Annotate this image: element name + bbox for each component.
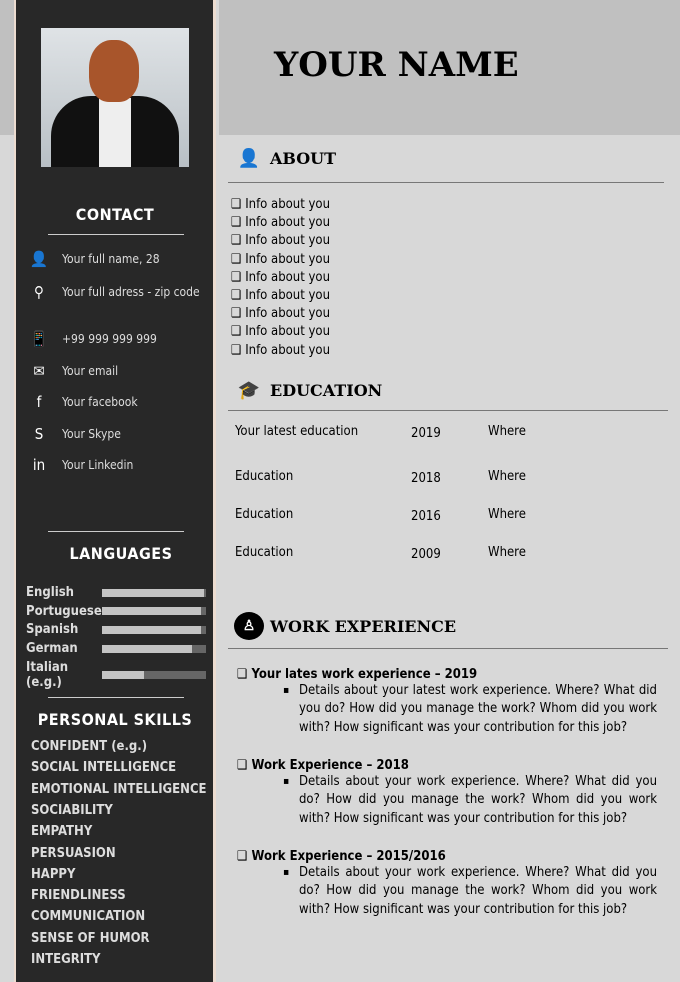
businessman-icon: 👤 <box>237 148 261 169</box>
language-level-bar <box>102 671 206 679</box>
work-detail: ▪ Details about your latest work experience. Where? What did you do? How did you manage the work? Whom did you work with? How significant was your contribution for this job? <box>299 682 657 737</box>
contact-item <box>28 252 218 272</box>
language-item <box>26 604 211 619</box>
about-item: ❑ Info about you <box>231 197 330 212</box>
language-item <box>26 585 211 600</box>
about-item-text: Info about you <box>245 233 330 249</box>
contact-title: CONTACT <box>75 205 155 224</box>
email-icon: ✉ <box>33 362 45 380</box>
about-item-text: Info about you <box>245 306 330 322</box>
divider <box>48 531 184 532</box>
skill-item: EMPATHY <box>31 824 93 840</box>
work-heading-text: ❑ Work Experience – 2018 <box>237 758 409 773</box>
education-name: Education <box>235 545 294 560</box>
language-item <box>26 622 211 637</box>
contact-text: Your Linkedin <box>62 458 134 472</box>
education-name: Education <box>235 507 294 522</box>
language-level-bar <box>102 626 206 634</box>
language-name: Spanish <box>26 622 79 638</box>
skill-item: CONFIDENT (e.g.) <box>31 739 148 754</box>
contact-item <box>28 332 218 352</box>
about-item: ❑ Info about you <box>231 251 330 267</box>
education-heading <box>234 380 382 401</box>
skill-item: COMMUNICATION <box>31 909 146 925</box>
divider <box>48 697 184 698</box>
skill-item: INTEGRITY <box>31 952 101 967</box>
about-item: ❑ Info about you <box>231 269 330 285</box>
skill-item: PERSUASION <box>31 845 116 861</box>
divider <box>228 648 668 649</box>
about-item-text: Info about you <box>245 269 330 285</box>
language-name: Portuguese <box>26 603 102 619</box>
education-where: Where <box>488 507 526 522</box>
contact-text: Your Skype <box>62 427 121 441</box>
education-where: Where <box>488 545 526 560</box>
work-title: WORK EXPERIENCE <box>270 616 457 636</box>
about-item: ❑ Info about you <box>231 288 330 304</box>
skill-item: SOCIAL INTELLIGENCE <box>31 760 177 776</box>
person-icon: 👤 <box>29 250 49 268</box>
skill-item: HAPPY <box>31 866 76 882</box>
about-item-text: Info about you <box>245 288 330 304</box>
contact-item <box>28 427 218 447</box>
contact-item <box>28 285 218 305</box>
profile-photo <box>41 28 189 167</box>
work-heading-text: ❑ Your lates work experience – 2019 <box>237 667 478 682</box>
language-name: English <box>26 585 74 600</box>
education-title: EDUCATION <box>270 381 383 400</box>
skills-title: PERSONAL SKILLS <box>37 710 193 729</box>
header <box>219 0 680 135</box>
skill-item: SENSE OF HUMOR <box>31 930 150 946</box>
divider <box>228 410 668 411</box>
education-year: 2009 <box>411 547 441 562</box>
education-year: 2016 <box>411 509 441 524</box>
skill-item: SOCIABILITY <box>31 802 113 818</box>
work-item <box>237 758 657 828</box>
education-where: Where <box>488 469 526 484</box>
work-item <box>237 849 657 919</box>
about-item-text: Info about you <box>245 324 330 340</box>
contact-text: Your full adress - zip code <box>62 285 200 299</box>
about-item-text: Info about you <box>245 215 330 231</box>
language-name: Italian (e.g.) <box>26 659 69 690</box>
about-item-text: Info about you <box>245 251 330 267</box>
language-level-bar <box>102 645 206 653</box>
contact-text: Your email <box>62 364 119 378</box>
contact-item <box>28 364 218 384</box>
education-year: 2018 <box>411 471 441 486</box>
about-item: ❑ Info about you <box>231 306 330 322</box>
language-name: German <box>26 641 78 657</box>
work-heading-text: ❑ Work Experience – 2015/2016 <box>237 849 446 864</box>
language-item <box>26 660 211 690</box>
work-detail: ▪ Details about your work experience. Where? What did you do? How did you manage the work? Whom did you work with? How significant was your contribution for this job? <box>299 773 657 828</box>
skill-item: EMOTIONAL INTELLIGENCE <box>31 781 207 797</box>
about-item: ❑ Info about you <box>231 215 330 231</box>
header-band-left <box>0 0 14 135</box>
tie-icon: ♙ <box>234 612 264 640</box>
about-heading <box>234 148 336 169</box>
work-heading <box>234 612 456 640</box>
language-level-bar <box>102 607 206 615</box>
linkedin-icon: in <box>32 456 46 474</box>
education-name: Your latest education <box>235 424 359 439</box>
work-detail: ▪ Details about your work experience. Where? What did you do? How did you manage the work? Whom did you work with? How significant was your contribution for this job? <box>299 864 657 919</box>
education-year: 2019 <box>411 426 441 441</box>
contact-item <box>28 395 218 415</box>
your-name: YOUR NAME <box>274 45 519 85</box>
about-item: ❑ Info about you <box>231 324 330 340</box>
about-item-text: Info about you <box>245 197 330 212</box>
education-where: Where <box>488 424 526 439</box>
about-title: ABOUT <box>270 149 337 168</box>
about-item: ❑ Info about you <box>231 233 330 249</box>
education-name: Education <box>235 469 294 484</box>
facebook-icon: f <box>36 393 42 411</box>
contact-item <box>28 458 218 478</box>
contact-text: +99 999 999 999 <box>62 332 157 346</box>
about-item-text: Info about you <box>245 342 330 358</box>
language-item <box>26 641 211 656</box>
sidebar <box>14 0 216 982</box>
location-pin-icon: ⚲ <box>34 283 44 301</box>
language-level-bar <box>102 589 206 597</box>
graduation-cap-icon: 🎓 <box>237 380 261 401</box>
contact-text: Your facebook <box>62 395 138 409</box>
phone-whatsapp-icon: 📱 <box>29 330 49 348</box>
divider <box>48 234 184 235</box>
about-list <box>231 196 330 360</box>
work-item <box>237 667 657 737</box>
skill-item: FRIENDLINESS <box>31 888 126 904</box>
about-item: ❑ Info about you <box>231 342 330 358</box>
skype-icon: S <box>34 425 44 443</box>
languages-title: LANGUAGES <box>69 544 173 563</box>
contact-text: Your full name, 28 <box>62 252 160 266</box>
divider <box>228 182 664 183</box>
